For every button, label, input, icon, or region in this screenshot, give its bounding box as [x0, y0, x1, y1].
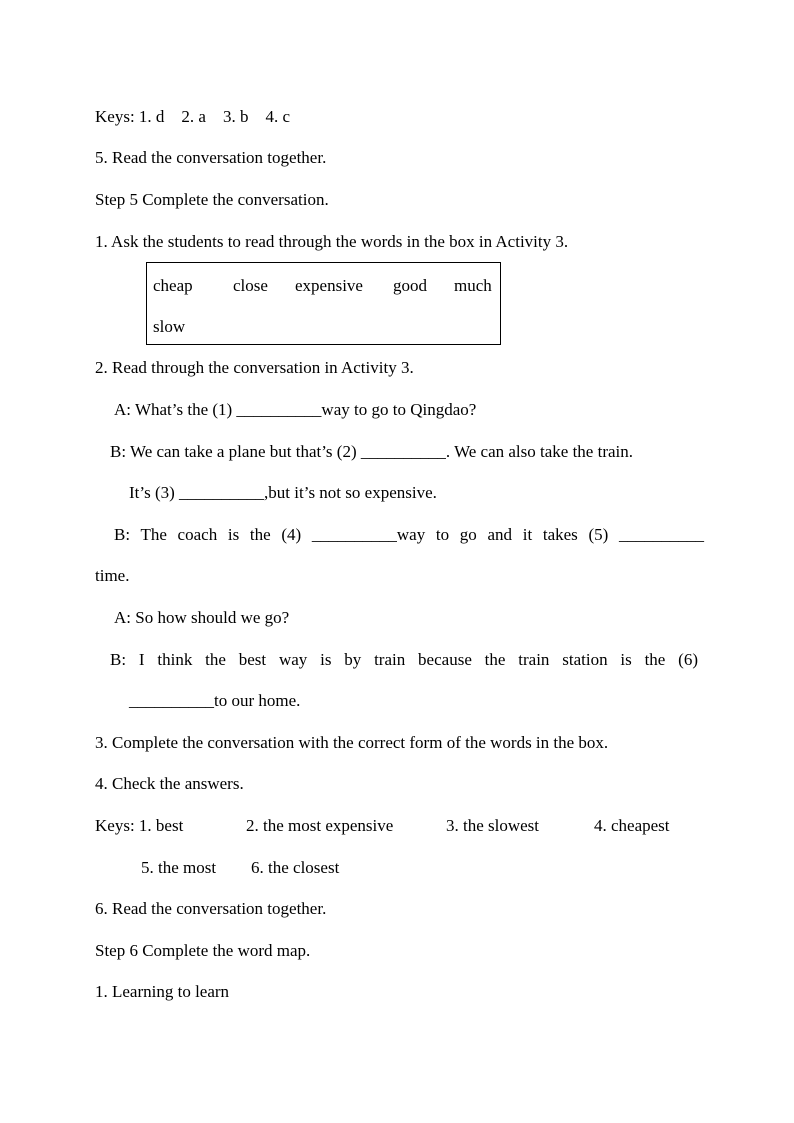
word-box-item: good — [393, 276, 427, 295]
word-box-item: slow — [153, 317, 186, 336]
step-5-heading: Step 5 Complete the conversation. — [95, 190, 329, 209]
keys-line-1: Keys: 1. d 2. a 3. b 4. c — [95, 107, 291, 126]
dialogue-line-b3-continued: __________to our home. — [129, 691, 301, 710]
keys-line-2-answer: 2. the most expensive — [246, 816, 394, 835]
word-box-item: cheap — [153, 276, 193, 295]
dialogue-line-b1-continued: It’s (3) __________,but it’s not so expensive. — [129, 483, 437, 502]
dialogue-line-b1: B: We can take a plane but that’s (2) __________. We can also take the train. — [110, 442, 634, 461]
keys-line-2-answer: 4. cheapest — [594, 816, 670, 835]
instruction-read-together: 5. Read the conversation together. — [95, 148, 327, 167]
keys-line-2-answer: 6. the closest — [251, 858, 340, 877]
word-box — [146, 262, 501, 345]
keys-line-2-answer: 3. the slowest — [446, 816, 540, 835]
instruction-read-together-2: 6. Read the conversation together. — [95, 899, 327, 918]
dialogue-line-b3: B: I think the best way is by train because the train station is the (6) — [110, 650, 698, 669]
instruction-ask-students: 1. Ask the students to read through the words in the box in Activity 3. — [95, 232, 569, 251]
word-box-item: much — [454, 276, 492, 295]
step-6-heading: Step 6 Complete the word map. — [95, 941, 311, 960]
dialogue-line-a1: A: What’s the (1) __________way to go to Qingdao? — [114, 400, 477, 419]
keys-line-2-answer: 5. the most — [141, 858, 217, 877]
word-box-item: expensive — [295, 276, 363, 295]
dialogue-line-a2: A: So how should we go? — [114, 608, 290, 627]
instruction-complete-conversation: 3. Complete the conversation with the correct form of the words in the box. — [95, 733, 609, 752]
learning-to-learn: 1. Learning to learn — [95, 982, 230, 1001]
dialogue-line-b2-continued: time. — [95, 566, 130, 585]
instruction-check-answers: 4. Check the answers. — [95, 774, 244, 793]
word-box-item: close — [233, 276, 268, 295]
keys-line-2-label: Keys: 1. best — [95, 816, 184, 835]
dialogue-line-b2: B: The coach is the (4) __________way to go and it takes (5) __________ — [114, 525, 704, 544]
instruction-read-through: 2. Read through the conversation in Activity 3. — [95, 358, 414, 377]
